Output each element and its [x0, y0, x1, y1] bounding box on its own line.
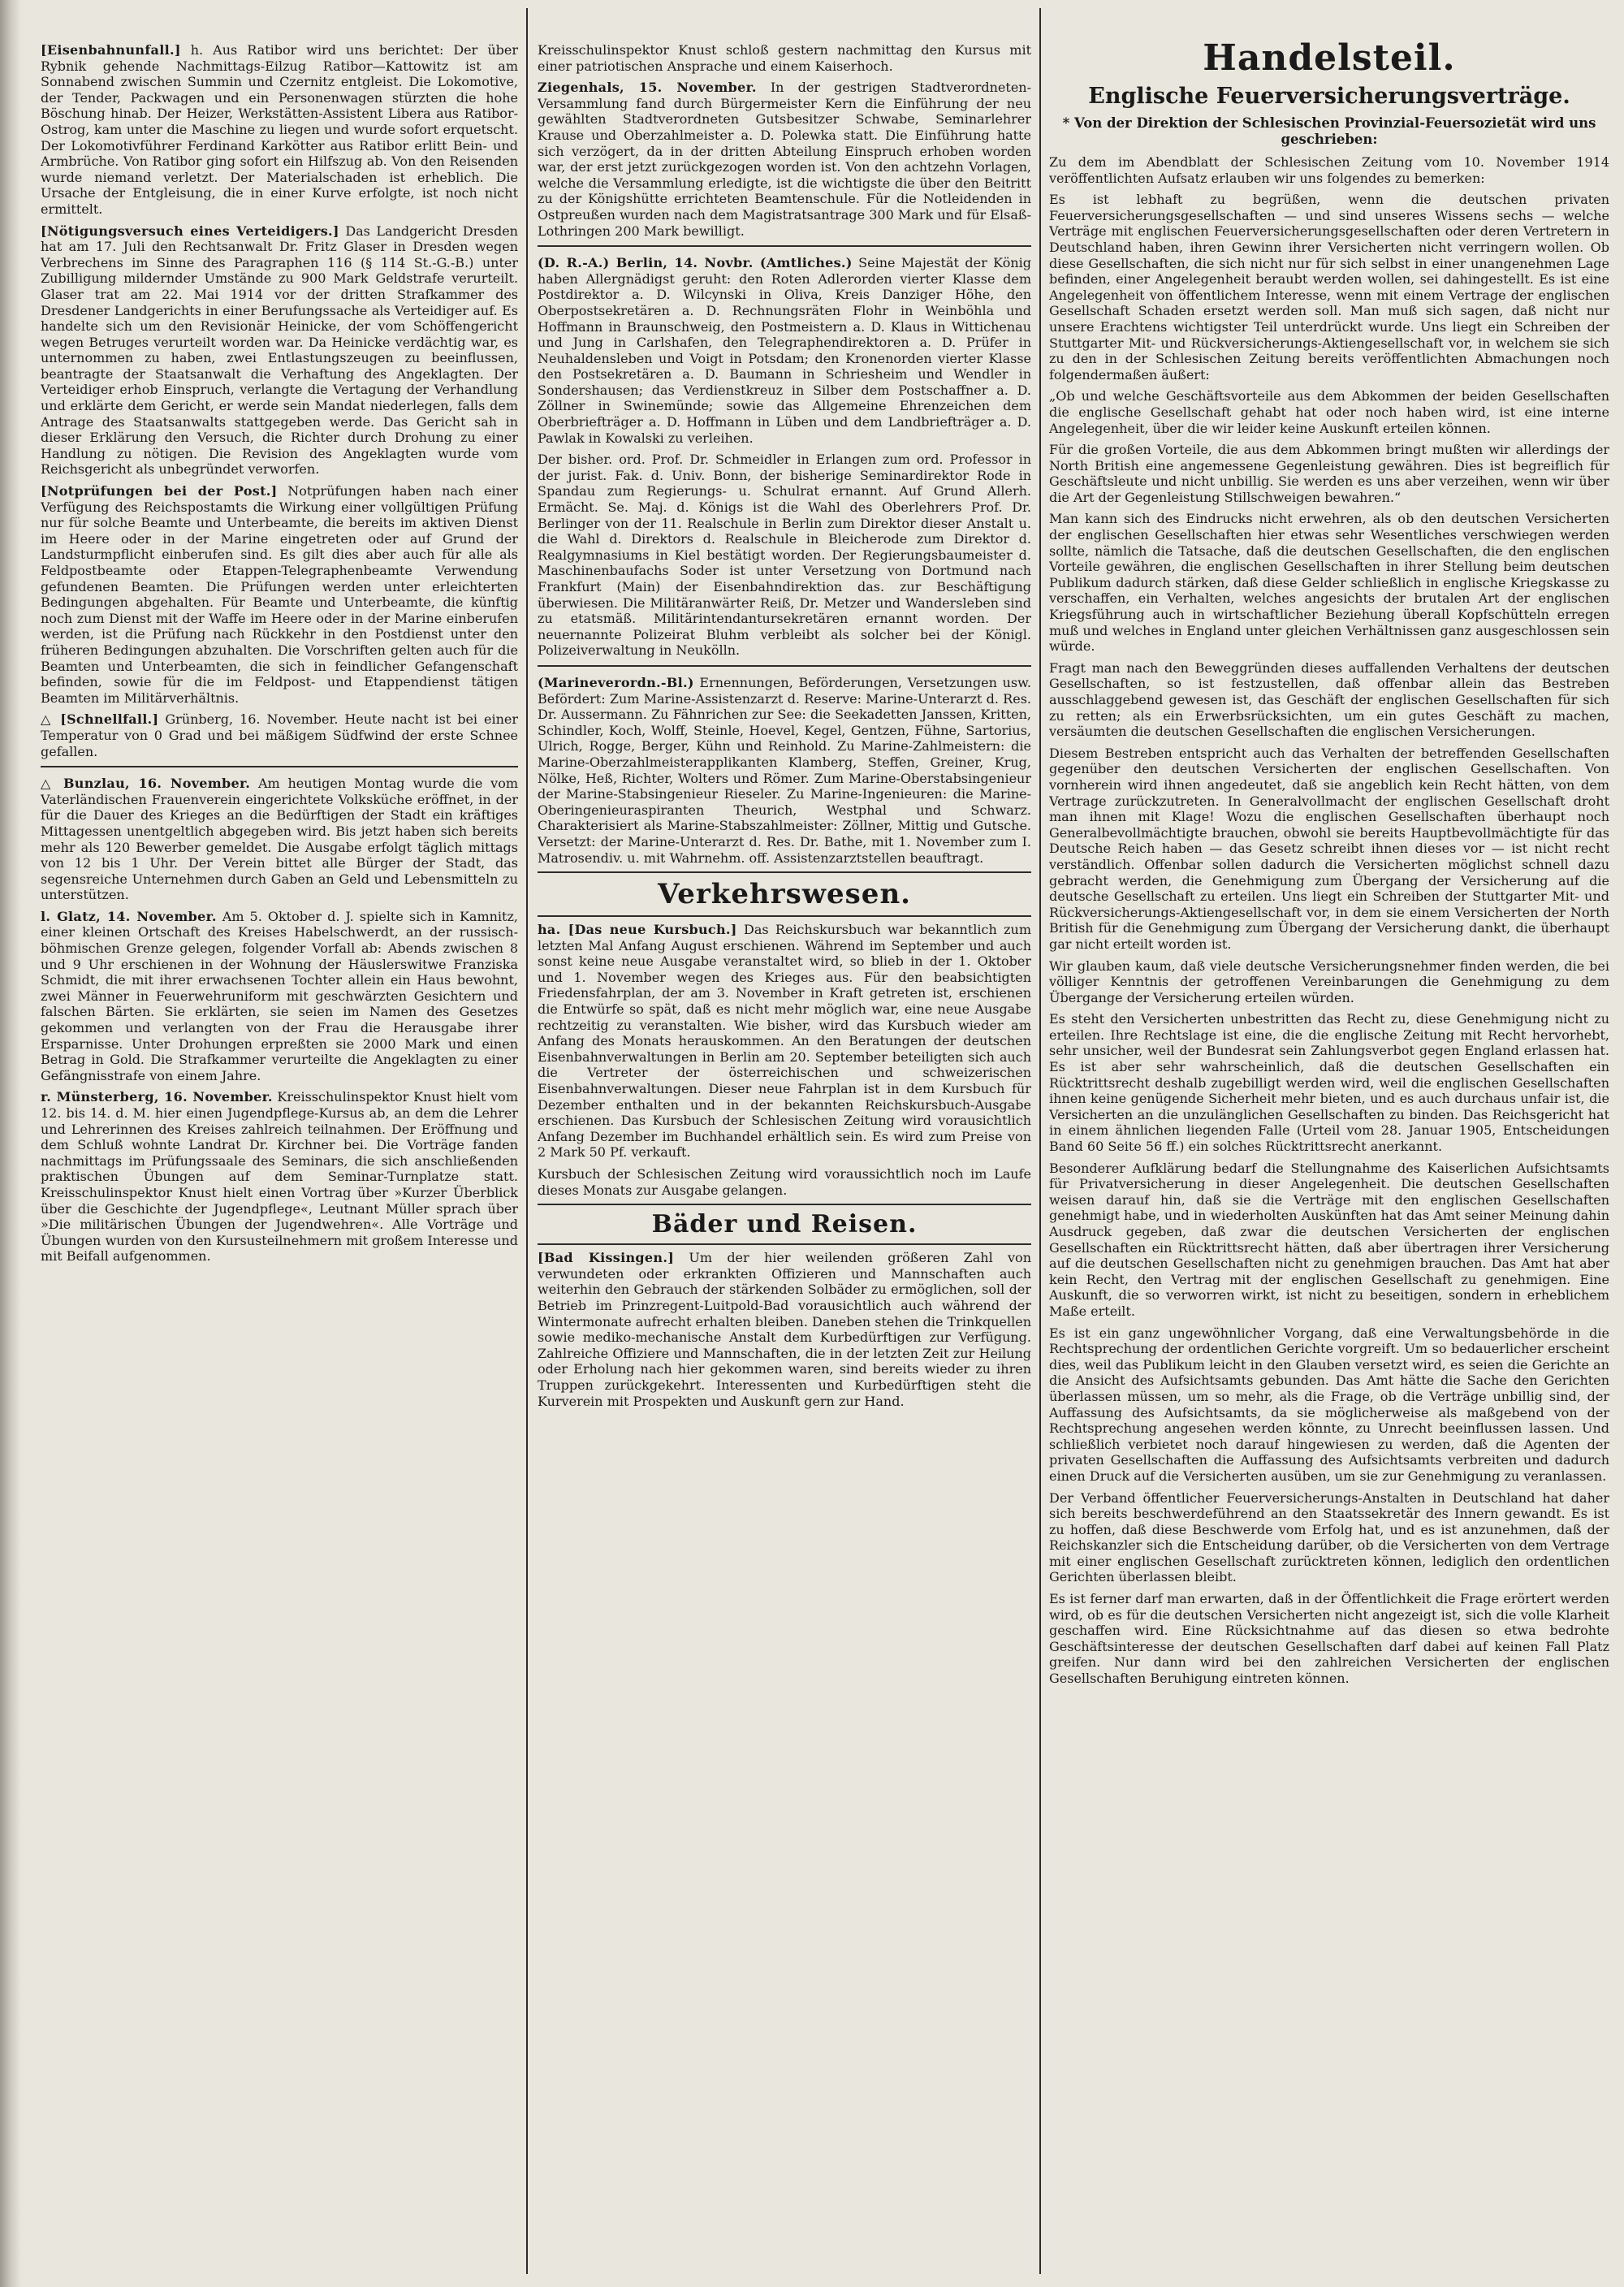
article — [41, 223, 518, 478]
article-text: Das Reichskursbuch war bekanntlich zum letzten Mal Anfang August erschienen. Während im September und auch sonst keine neue Ausgabe veranstaltet wird, so blieb in der 1. Oktober und 1. November wegen des Krieges aus. Für den beabsichtigten Friedensfahrplan, der am 3. November in Kraft getreten ist, erschienen die Entwürfe so spät, daß es nicht mehr möglich war, eine neue Ausgabe rechtzeitig zu veranstalten. Wie bisher, wird das Kursbuch wieder am Anfang des Monats herauskommen. An den Beratungen der deutschen Eisenbahnverwaltungen in Berlin am 20. September beteiligten sich auch die Vertreter der österreichischen und schweizerischen Eisenbahnverwaltungen. Dieser neue Fahrplan ist in dem Kursbuch für Dezember enthalten und in der bekannten Reichskursbuch-Ausgabe erschienen. Das Kursbuch der Schlesischen Zeitung wird vorausichtlich Anfang Dezember im Buchhandel erhältlich sein. Es wird zum Preise von 2 Mark 50 Pf. verkauft. — [538, 922, 1031, 1161]
paragraph: „Ob und welche Geschäftsvorteile aus dem Abkommen der beiden Gesellschaften die englische Gesellschaft gehabt hat oder noch haben wird, ist eine interne Angelegenheit, über die wir leider keine Auskunft erteilen können. — [1049, 388, 1609, 436]
article — [538, 1166, 1031, 1198]
article-text: h. Aus Ratibor wird uns berichtet: Der über Rybnik gehende Nachmittags-Eilzug Ratibor—Kattowitz ist am Sonnabend zwischen Summin und Czernitz entgleist. Die Lokomotive, der Tender, Packwagen und ein Personenwagen stürzten die hohe Böschung hinab. Der Heizer, Werkstätten-Assistent Libera aus Ratibor-Ostrog, kam unter die Maschine zu liegen und wurde sofort erquetscht. Der Lokomotivführer Ferdinand Karkötter aus Ratibor erlitt Bein- und Armbrüche. Von Ratibor ging sofort ein Hilfszug ab. Von den Reisenden wurde niemand verletzt. Der Materialschaden ist erheblich. Die Ursache der Entgleisung, die in einer Kurve erfolgte, ist noch nicht ermittelt. — [41, 42, 518, 217]
article-lede: [Notprüfungen bei der Post.] — [41, 483, 278, 499]
article-lede: ha. [Das neue Kursbuch.] — [538, 922, 737, 938]
article — [41, 483, 518, 706]
article — [538, 1250, 1031, 1409]
article-text: Am 5. Oktober d. J. spielte sich in Kamnitz, einer kleinen Ortschaft des Kreises Habelschwerdt, an der russisch-böhmischen Grenze gelegen, folgender Vorfall ab: Abends zwischen 8 und 9 Uhr erschienen in der Wohnung der Häuslerswitwe Franziska Schmidt, die mit ihrer erwachsenen Tochter allein ein Haus bewohnt, zwei Männer in Feuerwehruniform mit geschwärzten Gesichtern und falschen Bärten. Sie erklärten, sie seien im Namen des Gesetzes gekommen und verlangten von der Frau die Herausgabe ihrer Ersparnisse. Unter Drohungen erpreßten sie 2000 Mark und einen Betrag in Gold. Die Strafkammer verurteilte die Angeklagten zu einer Gefängnisstrafe von einem Jahre. — [41, 908, 518, 1083]
paragraph: Man kann sich des Eindrucks nicht erwehren, als ob den deutschen Versicherten der englischen Gesellschaften hier etwas sehr Wesentliches verschwiegen werden sollte, nämlich die Tatsache, daß die deutschen Gesellschaften, die den englischen Vorteile gewähren, die englischen Gesellschaften in ihrer Stellung beim deutschen Publikum dadurch stärken, daß diese Gelder schließlich in englische Kriegskasse zu verschaffen, ein Verhalten, welches angesichts der brutalen Art der englischen Kriegsführung auch in wirtschaftlicher Beziehung überall Kopfschütteln erregen muß und welches in England unter gleichen Verhältnissen ganz ausgeschlossen sein würde. — [1049, 511, 1609, 655]
article-lede: [Eisenbahnunfall.] — [41, 42, 181, 58]
article — [41, 42, 518, 218]
article — [41, 909, 518, 1084]
article-lede: [Bad Kissingen.] — [538, 1250, 675, 1266]
article-intro: * Von der Direktion der Schlesischen Provinzial-Feuersozietät wird uns geschrieben: — [1062, 115, 1596, 147]
section-heading-handelsteil: Handelsteil. — [1203, 42, 1456, 79]
paragraph: Wir glauben kaum, daß viele deutsche Versicherungsnehmer finden werden, die bei völliger Kenntnis der getroffenen Vereinbarungen die Genehmigung zu dem Übergange der Versicherung erteilen würden. — [1049, 958, 1609, 1005]
article-text: Notprüfungen haben nach einer Verfügung des Reichspostamts die Wirkung einer vollgültigen Prüfung nur für solche Beamte und Unterbeamte, die bereits im aktiven Dienst im Heere oder in der Marine eingetreten oder auf Grund der Landsturmpflicht einberufen sind. Es gilt dies aber auch für alle als Feldpostbeamte oder Etappen-Telegraphenbeamte Verwendung gefundenen Beamten. Die Prüfungen werden unter erleichterten Bedingungen abgehalten. Für Beamte und Unterbeamte, die künftig noch zum Dienst mit der Waffe im Heere oder in der Marine einberufen werden, ist die Prüfung nach Rückkehr in den Postdienst unter den früheren Bedingungen abzuhalten. Die Vorschriften gelten auch für die Beamten und Unterbeamten, die sich in feindlicher Gefangenschaft befinden, sowie für die im Feldpost- und Etappendienst tätigen Beamten im Militärverhältnis. — [41, 483, 518, 706]
article — [538, 80, 1031, 239]
column-left — [41, 42, 518, 2268]
article-text: Ernennungen, Beförderungen, Versetzungen usw. Befördert: Zum Marine-Assistenzarzt d. Reserve: Marine-Unterarzt d. Res. Dr. Aussermann. Zu Fähnrichen zur See: die Seekadetten Janssen, Kritten, Schindler, Koch, Wolff, Steinle, Hoevel, Kegel, Gentzen, Fühne, Sartorius, Ulrich, Rogge, Berger, Kühn und Reinhold. Zu Marine-Zahlmeistern: die Marine-Oberzahlmeisterapplikanten Klamberg, Steffen, Greiner, Krug, Nölke, Heß, Richter, Wolters und Römer. Zum Marine-Oberstabsingenieur der Marine-Stabsingenieur Rieseler. Zu Marine-Ingenieuren: die Marine-Oberingenieuraspiranten Theurich, Westphal und Schwarz. Charakterisiert als Marine-Stabszahlmeister: Zöllner, Mittig und Gutsche. Versetzt: der Marine-Unterarzt d. Res. Dr. Bathe, mit 1. November zum I. Matrosendiv. u. mit Wahrnehm. off. Assistenzarztstellen beauftragt. — [538, 674, 1031, 866]
article-lede: r. Münsterberg, 16. November. — [41, 1089, 273, 1105]
article — [41, 711, 518, 759]
section-heading-baeder: Bäder und Reisen. — [538, 1204, 1031, 1245]
paragraph: Zu dem im Abendblatt der Schlesischen Zeitung vom 10. November 1914 veröffentlichten Aufsatz erlauben wir uns folgendes zu bemerken: — [1049, 154, 1609, 186]
separator — [538, 665, 1031, 667]
paragraph: Es ist lebhaft zu begrüßen, wenn die deutschen privaten Feuerversicherungsgesellschaften — und sind unseres Wissens sechs — welche Verträge mit englischen Feuerversicherungsgesellschaften oder deren Vertretern in Deutschland haben, ihren Gewinn ihrer Versicherten nicht verringern wollen. Ob diese Gesellschaften, die sich nicht nur für sich selbst in einer unangenehmen Lage befinden, einer Angelegenheit beraubt werden wollen, sei dahingestellt. Es ist eine Angelegenheit von öffentlichem Interesse, wenn mit einem Vertrage der englischen Gesellschaft Schaden ersetzt werden soll. Man muß sich sagen, daß nicht nur unsere Erachtens wichtigster Teil unterdrückt wurde. Uns liegt ein Schreiben der Stuttgarter Mit- und Rückversicherungs-Aktiengesellschaft vor, in welchem sie sich zu den in der Schlesischen Zeitung bereits veröffentlichten Abmachungen noch folgendermaßen äußert: — [1049, 192, 1609, 383]
separator — [538, 245, 1031, 247]
article-lede: Ziegenhals, 15. November. — [538, 80, 757, 96]
article-text: Kursbuch der Schlesischen Zeitung wird voraussichtlich noch im Laufe dieses Monats zur Ausgabe gelangen. — [538, 1166, 1031, 1198]
column-right — [1049, 42, 1609, 2268]
article — [41, 776, 518, 903]
paragraph: Diesem Bestreben entspricht auch das Verhalten der betreffenden Gesellschaften gegenüber den deutschen Versicherten der englischen Gesellschaften. Von vornherein wird ihnen angedeutet, daß sie angeblich kein Recht hätten, von dem Vertrage zurückzutreten. In Generalvollmacht der englischen Gesellschaft droht man ihnen mit Klage! Wozu die englischen Gesellschaften überhaupt noch Generalbevollmächtigte brauchen, obwohl sie bereits Hauptbevollmächtigte für das Deutsche Reich haben — das Gesetz schreibt ihnen dieses vor — ist nicht recht verständlich. Offenbar sollen dadurch die Versicherten möglichst schnell dazu gebracht werden, die Genehmigung zum Übergang der Versicherung auf die deutsche Gesellschaft zu erteilen. Uns liegt ein Schreiben der Stuttgarter Mit- und Rückversicherungs-Aktiengesellschaft vor, in dem sie einem Versicherten der North British für die Genehmigung zum Übergang der Versicherung dankt, die überhaupt gar nicht erteilt worden ist. — [1049, 745, 1609, 952]
article-lede: (D. R.-A.) Berlin, 14. Novbr. (Amtliches.) — [538, 255, 853, 271]
article — [538, 452, 1031, 659]
article — [41, 1089, 518, 1265]
article-headline: Englische Feuerversicherungsverträge. — [1088, 84, 1570, 109]
separator — [41, 766, 518, 767]
paragraph: Der Verband öffentlicher Feuerversicherungs-Anstalten in Deutschland hat daher sich bereits beschwerdeführend an den Staatssekretär des Innern gewandt. Es ist zu hoffen, daß diese Beschwerde vom Erfolg hat, und es ist anzunehmen, daß der Reichskanzler sich die Entscheidung darüber, ob die Versicherten von dem Vertrage mit einer englischen Gesellschaft zurücktreten können, lediglich den ordentlichen Gerichten überlassen bleibt. — [1049, 1489, 1609, 1585]
article — [538, 255, 1031, 446]
article-text: Grünberg, 16. November. Heute nacht ist bei einer Temperatur von 0 Grad und bei mäßigem Südfwind der erste Schnee gefallen. — [41, 711, 518, 759]
paragraph: Für die großen Vorteile, die aus dem Abkommen bringt mußten wir allerdings der North British eine angemessene Gegenleistung gewähren. Dies ist begreiflich für Geschäftsleute und nicht unbillig. Sie werden es uns aber verzeihen, wenn wir über die Art der Gegenleistung Stillschweigen bewahren.“ — [1049, 442, 1609, 505]
article-text: Am heutigen Montag wurde die vom Vaterländischen Frauenverein eingerichtete Volksküche eröffnet, in der für die Dauer des Krieges an die Bedürftigen der Stadt ein kräftiges Mittagessen unentgeltlich abgegeben wird. Bis jetzt haben sich bereits mehr als 120 Bewerber gemeldet. Die Ausgabe erfolgt täglich mittags von 12 bis 1 Uhr. Der Verein bittet alle Bürger der Stadt, das segensreiche Unternehmen durch Gaben an Geld und Lebensmitteln zu unterstützen. — [41, 776, 518, 903]
article-lede: l. Glatz, 14. November. — [41, 908, 217, 924]
paragraph: Es ist ferner darf man erwarten, daß in der Öffentlichkeit die Frage erörtert werden wird, ob es für die deutschen Versicherten nicht angezeigt ist, sich die volle Klarheit geschaffen wird. Eine Rücksichtnahme auf das diesen so etwa bedrohte Geschäftsinteresse der deutschen Gesellschaften darf dabei auf keinen Fall Platz greifen. Nur dann wird bei den zahlreichen Versicherten der englischen Gesellschaften Beruhigung eintreten können. — [1049, 1591, 1609, 1687]
scan-edge — [0, 0, 21, 2287]
column-rule — [526, 8, 528, 2274]
article-text: Um der hier weilenden größeren Zahl von verwundeten oder erkrankten Offizieren und Mannschaften auch weiterhin den Gebrauch der stärkenden Solbäder zu ermöglichen, soll der Betrieb im Prinzregent-Luitpold-Bad vorausichtlich auch während der Wintermonate aufrecht erhalten bleiben. Daneben stehen die Trinkquellen sowie mediko-mechanische Anstalt dem Kurbedürftigen zur Verfügung. Zahlreiche Offiziere und Mannschaften, die in der letzten Zeit zur Heilung oder Erholung nach hier gekommen waren, sind bereits wieder zu ihren Truppen zurückgekehrt. Interessenten und Kurbedürftigen steht die Kurverein mit Prospekten und Auskunft gern zur Hand. — [538, 1250, 1031, 1409]
article-text: Kreisschulinspektor Knust hielt vom 12. bis 14. d. M. hier einen Jugendpflege-Kursus ab, an dem die Lehrer und Lehrerinnen des Kreises zahlreich teilnahmen. Der Eröffnung und dem Schluß wohnte Landrat Dr. Kirchner bei. Die Vorträge fanden nachmittags im Prüfungssaale des Seminars, die sich anschließenden praktischen Übungen auf dem Seminar-Turnplatze statt. Kreisschulinspektor Knust hielt einen Vortrag über »Kurzer Überblick über die Geschichte der Jugendpflege«, Leutnant Müller sprach über »Die militärischen Übungen der Jugendwehren«. Alle Vorträge und Übungen wurden von den Kursusteilnehmern mit großem Interesse und mit Beifall aufgenommen. — [41, 1089, 518, 1265]
article-text: Der bisher. ord. Prof. Dr. Schmeidler in Erlangen zum ord. Professor in der jurist. Fak. d. Univ. Bonn, der bisherige Seminardirektor Rode in Spandau zum Regierungs- u. Schulrat ernannt. Auf Grund Allerh. Ermächt. Se. Maj. d. Königs ist die Wahl des Oberlehrers Prof. Dr. Berlinger von der 11. Realschule in Berlin zum Direktor dieser Anstalt u. die Wahl d. Direktors d. Realschule in Bleicherode zum Direktor d. Realgymnasiums in Kiel bestätigt worden. Der Regierungsbaumeister d. Maschinenbaufachs Soder ist unter Versetzung von Dortmund nach Frankfurt (Main) der Eisenbahndirektion das. zur Beschäftigung überwiesen. Die Militäranwärter Reiß, Dr. Metzer und Wandersleben sind zu etatsmäß. Militärintendantursekretären ernannt worden. Der neuernannte Polizeirat Bluhm verbleibt als solcher bei der Königl. Polizeiverwaltung in Neukölln. — [538, 452, 1031, 659]
column-middle — [538, 42, 1031, 2268]
article-lede: △ Bunzlau, 16. November. — [41, 776, 251, 792]
article — [538, 675, 1031, 866]
article-lede: (Marineverordn.-Bl.) — [538, 674, 694, 690]
paragraph: Es ist ein ganz ungewöhnlicher Vorgang, daß eine Verwaltungsbehörde in die Rechtsprechung der ordentlichen Gerichte vorgreift. Um so bedauerlicher erscheint dies, weil das Publikum leicht in den Glauben versetzt wird, es seien die Gerichte an die Ansicht des Aufsichtsamts gebunden. Das Amt hätte die Sache den Gerichten überlassen müssen, um so mehr, als die Frage, ob die Verträge unbillig sind, der Auffassung des Aufsichtsamts, da sie möglicherweise als maßgebend von der Rechtsprechung angesehen werden könnte, zu Unrecht beeinflussen lassen. Und schließlich verbietet noch darauf hingewiesen zu werden, daß die Agenten der privaten Gesellschaften die Auffassung des Aufsichtsamts verbreiten und dadurch einen Druck auf die Versicherten ausüben, um sie zur Genehmigung zu veranlassen. — [1049, 1325, 1609, 1484]
column-rule — [1039, 8, 1041, 2274]
article — [538, 42, 1031, 74]
article-lede: △ [Schnellfall.] — [41, 711, 159, 728]
article-lede: [Nötigungsversuch eines Verteidigers.] — [41, 223, 339, 239]
paragraph: Fragt man nach den Beweggründen dieses auffallenden Verhaltens der deutschen Gesellschaften, so ist festzustellen, daß offenbar allein das Bestreben ausschlaggebend gewesen ist, das Geschäft der englischen Gesellschaften für sich zu retten; als ein Erwerbsrücksichten, um ein gutes Geschäft zu machen, versäumten die deutschen Gesellschaften die englischen Versicherungen. — [1049, 659, 1609, 740]
paragraph: Es steht den Versicherten unbestritten das Recht zu, diese Genehmigung nicht zu erteilen. Ihre Rechtslage ist eine, die die englische Zeitung mit Recht hervorhebt, sehr unsicher, weil der Bundesrat sein Zahlungsverbot gegen England erlassen hat. Es ist aber sehr wahrscheinlich, daß die deutschen Gesellschaften ein Rücktrittsrecht deshalb zugebilligt werden wird, weil die englischen Gesellschaften ihnen keine genügende Sicherheit mehr bieten, und es auch durchaus unfair ist, die Versicherten an die unzulänglichen Gesellschaften zu binden. Das Reichsgericht hat in einem ähnlichen liegenden Falle (Urteil vom 28. Januar 1905, Entscheidungen Band 60 Seite 56 ff.) ein solches Rücktrittsrecht anerkannt. — [1049, 1011, 1609, 1155]
article — [538, 922, 1031, 1161]
section-heading-verkehr: Verkehrswesen. — [538, 871, 1031, 917]
article-text: In der gestrigen Stadtverordneten-Versammlung fand durch Bürgermeister Kern die Einführung der neu gewählten Stadtverordneten Gutsbesitzer Schwabe, Seminarlehrer Krause und Oberzahlmeister a. D. Polewka statt. Die Einführung hatte sich verzögert, da in der dritten Abteilung Einspruch erhoben worden war, der erst jetzt zurückgezogen worden ist. Von den achtzehn Vorlagen, welche die Versammlung erledigte, ist die wichtigste die über den Beitritt zu der Königshütte errichteten Beamtenschule. Für die Notleidenden in Ostpreußen wurden nach dem Magistratsantrage 300 Mark und für Elsaß-Lothringen 200 Mark bewilligt. — [538, 80, 1031, 239]
paragraph: Besonderer Aufklärung bedarf die Stellungnahme des Kaiserlichen Aufsichtsamts für Privatversicherung in dieser Angelegenheit. Die deutschen Gesellschaften weisen darauf hin, daß sie die Verträge mit den englischen Gesellschaften genehmigt habe, und in wiederholten Auskünften hat das Amt seiner Meinung dahin Ausdruck gegeben, daß zwar die deutschen Versicherten der englischen Gesellschaften ein Rücktrittsrecht hätten, daß aber übertragen ihrer Versicherung auf die deutschen Gesellschaften nicht zu genehmigen brauchen. Das Amt hat aber kein Recht, den Vertrag mit der englischen Gesellschaft zu genehmigen. Eine Auskunft, die so verworren wirkt, ist nicht zu beseitigen, sondern in erheblichem Maße erteilt. — [1049, 1160, 1609, 1319]
article-text: Kreisschulinspektor Knust schloß gestern nachmittag den Kursus mit einer patriotischen Ansprache und einem Kaiserhoch. — [538, 42, 1031, 74]
article-text: Das Landgericht Dresden hat am 17. Juli den Rechtsanwalt Dr. Fritz Glaser in Dresden wegen Verbrechens im Sinne des Paragraphen 116 (§ 114 St.-G.-B.) unter Zubilligung mildernder Umstände zu 900 Mark Geldstrafe verurteilt. Glaser trat am 22. Mai 1914 vor der dritten Strafkammer des Dresdener Landgerichts in einer Berufungssache als Verteidiger auf. Es handelte sich um den Revisionär Heinicke, der vom Schöffengericht wegen Betruges verurteilt worden war. Da Heinicke verdächtig war, es unternommen zu haben, zwei Entlastungszeugen zu beeinflussen, beantragte der Staatsanwalt die Verhaftung des Angeklagten. Der Verteidiger erhob Einspruch, verlangte die Vertagung der Verhandlung und erklärte dem Gericht, er werde sein Mandat niederlegen, falls dem Antrage des Staatsanwalts stattgegeben werde. Das Gericht sah in dieser Erklärung den Versuch, die Richter durch Drohung zu einer Handlung zu nötigen. Die Revision des Angeklagten wurde vom Reichsgericht als unbegründet verworfen. — [41, 223, 518, 478]
article-text: Seine Majestät der König haben Allergnädigst geruht: den Roten Adlerorden vierter Klasse dem Postdirektor a. D. Wilcynski in Oliva, Kreis Danziger Höhe, den Oberpostsekretären a. D. Rechnungsräten Flohr in Weinböhla und Hoffmann in Braunschweig, den Postmeistern a. D. Klaus in Wittichenau und Jung in Carlshafen, den Telegraphendirektoren a. D. Prüfer in Neuhaldensleben und Voigt in Potsdam; den Kronenorden vierter Klasse den Postsekretären a. D. Baumann in Schriesheim und Wendler in Sondershausen; das Verdienstkreuz in Silber dem Postschaffner a. D. Zöllner in Swinemünde; sowie das Allgemeine Ehrenzeichen dem Oberbriefträger a. D. Hoffmann in Lüben und dem Landbriefträger a. D. Pawlak in Kowalski zu verleihen. — [538, 255, 1031, 446]
